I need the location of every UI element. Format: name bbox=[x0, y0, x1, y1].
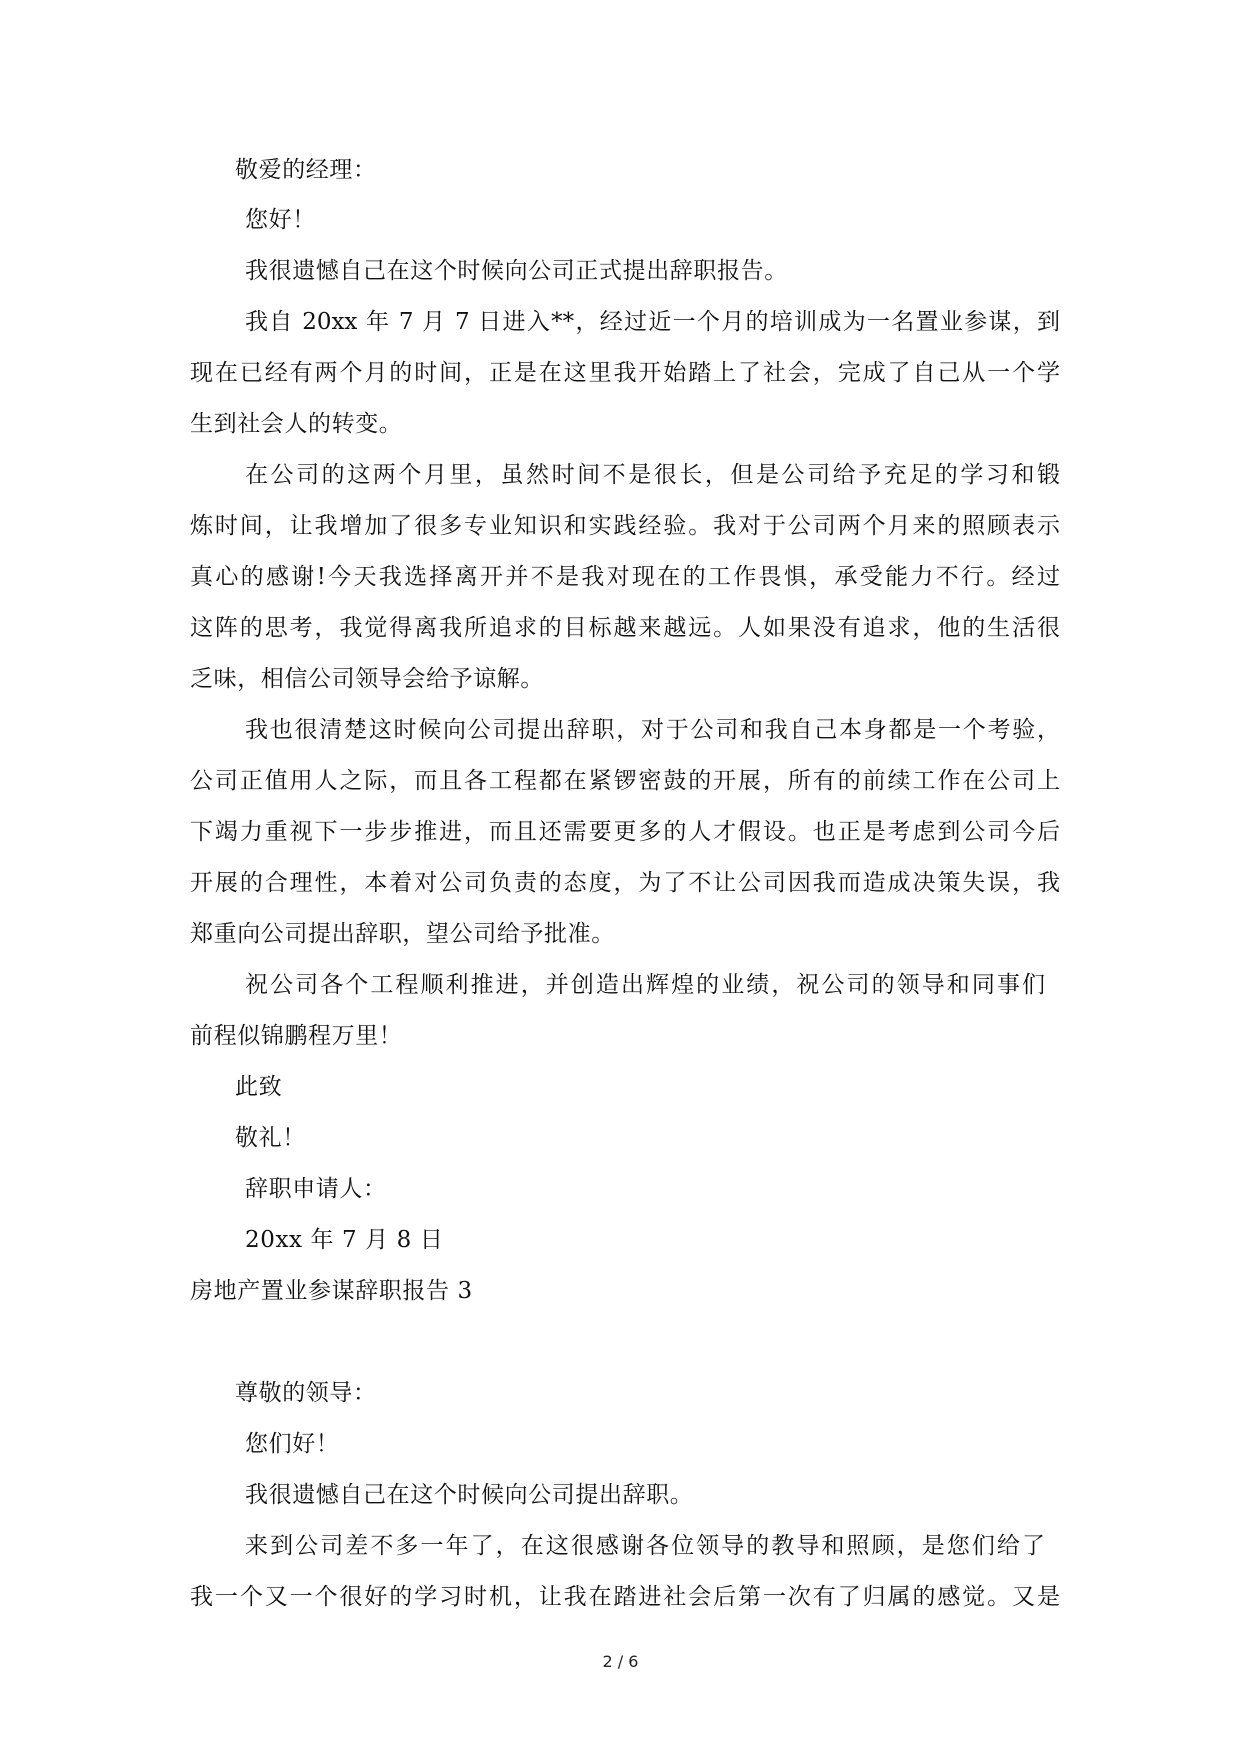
letter-one-p2-line-4: 这阵的思考，我觉得离我所追求的目标越来越远。人如果没有追求，他的生活很 bbox=[190, 615, 1060, 641]
letter-one-p4-line-2: 前程似锦鹏程万里！ bbox=[190, 1023, 403, 1049]
letter-one-greeting: 您好！ bbox=[245, 207, 316, 233]
letter-one-p2-line-1: 在公司的这两个月里，虽然时间不是很长，但是公司给予充足的学习和锻 bbox=[245, 462, 1060, 488]
section-title: 房地产置业参谋辞职报告 3 bbox=[190, 1278, 473, 1304]
letter-two-opening: 我很遗憾自己在这个时候向公司提出辞职。 bbox=[245, 1482, 694, 1508]
letter-one-salutation: 敬爱的经理： bbox=[235, 157, 377, 183]
letter-one-p3-line-2: 公司正值用人之际，而且各工程都在紧锣密鼓的开展，所有的前续工作在公司上 bbox=[190, 768, 1060, 794]
letter-two-greeting: 您们好！ bbox=[245, 1431, 340, 1457]
letter-one-p2-line-3: 真心的感谢!今天我选择离开并不是我对现在的工作畏惧，承受能力不行。经过 bbox=[190, 564, 1060, 590]
letter-one-p3-line-1: 我也很清楚这时候向公司提出辞职，对于公司和我自己本身都是一个考验， bbox=[245, 717, 1060, 743]
letter-one-p1-line-2: 现在已经有两个月的时间，正是在这里我开始踏上了社会，完成了自己从一个学 bbox=[190, 360, 1060, 386]
letter-two-p1-line-2: 我一个又一个很好的学习时机，让我在踏进社会后第一次有了归属的感觉。又是 bbox=[190, 1584, 1060, 1610]
letter-one-date: 20xx 年 7 月 8 日 bbox=[245, 1227, 444, 1253]
letter-one-p4-line-1: 祝公司各个工程顺利推进，并创造出辉煌的业绩，祝公司的领导和同事们 bbox=[245, 972, 1045, 998]
letter-one-opening: 我很遗憾自己在这个时候向公司正式提出辞职报告。 bbox=[245, 258, 788, 284]
letter-one-closing-1: 此致 bbox=[235, 1074, 283, 1100]
letter-one-signature: 辞职申请人： bbox=[245, 1176, 387, 1202]
letter-one-p1-line-3: 生到社会人的转变。 bbox=[190, 411, 403, 437]
letter-one-p2-line-5: 乏味，相信公司领导会给予谅解。 bbox=[190, 666, 544, 692]
letter-two-p1-line-1: 来到公司差不多一年了，在这很感谢各位领导的教导和照顾，是您们给了 bbox=[245, 1533, 1045, 1559]
letter-one-p3-line-5: 郑重向公司提出辞职，望公司给予批准。 bbox=[190, 921, 615, 947]
letter-one-closing-2: 敬礼！ bbox=[235, 1125, 306, 1151]
letter-one-p3-line-3: 下竭力重视下一步步推进，而且还需要更多的人才假设。也正是考虑到公司今后 bbox=[190, 819, 1060, 845]
letter-one-p2-line-2: 炼时间，让我增加了很多专业知识和实践经验。我对于公司两个月来的照顾表示 bbox=[190, 513, 1060, 539]
letter-two-salutation: 尊敬的领导： bbox=[235, 1380, 377, 1406]
page-number: 2 / 6 bbox=[602, 1652, 639, 1671]
letter-one-p3-line-4: 开展的合理性，本着对公司负责的态度，为了不让公司因我而造成决策失误，我 bbox=[190, 870, 1060, 896]
letter-one-p1-line-1: 我自 20xx 年 7 月 7 日进入**，经过近一个月的培训成为一名置业参谋，到 bbox=[245, 309, 1060, 335]
